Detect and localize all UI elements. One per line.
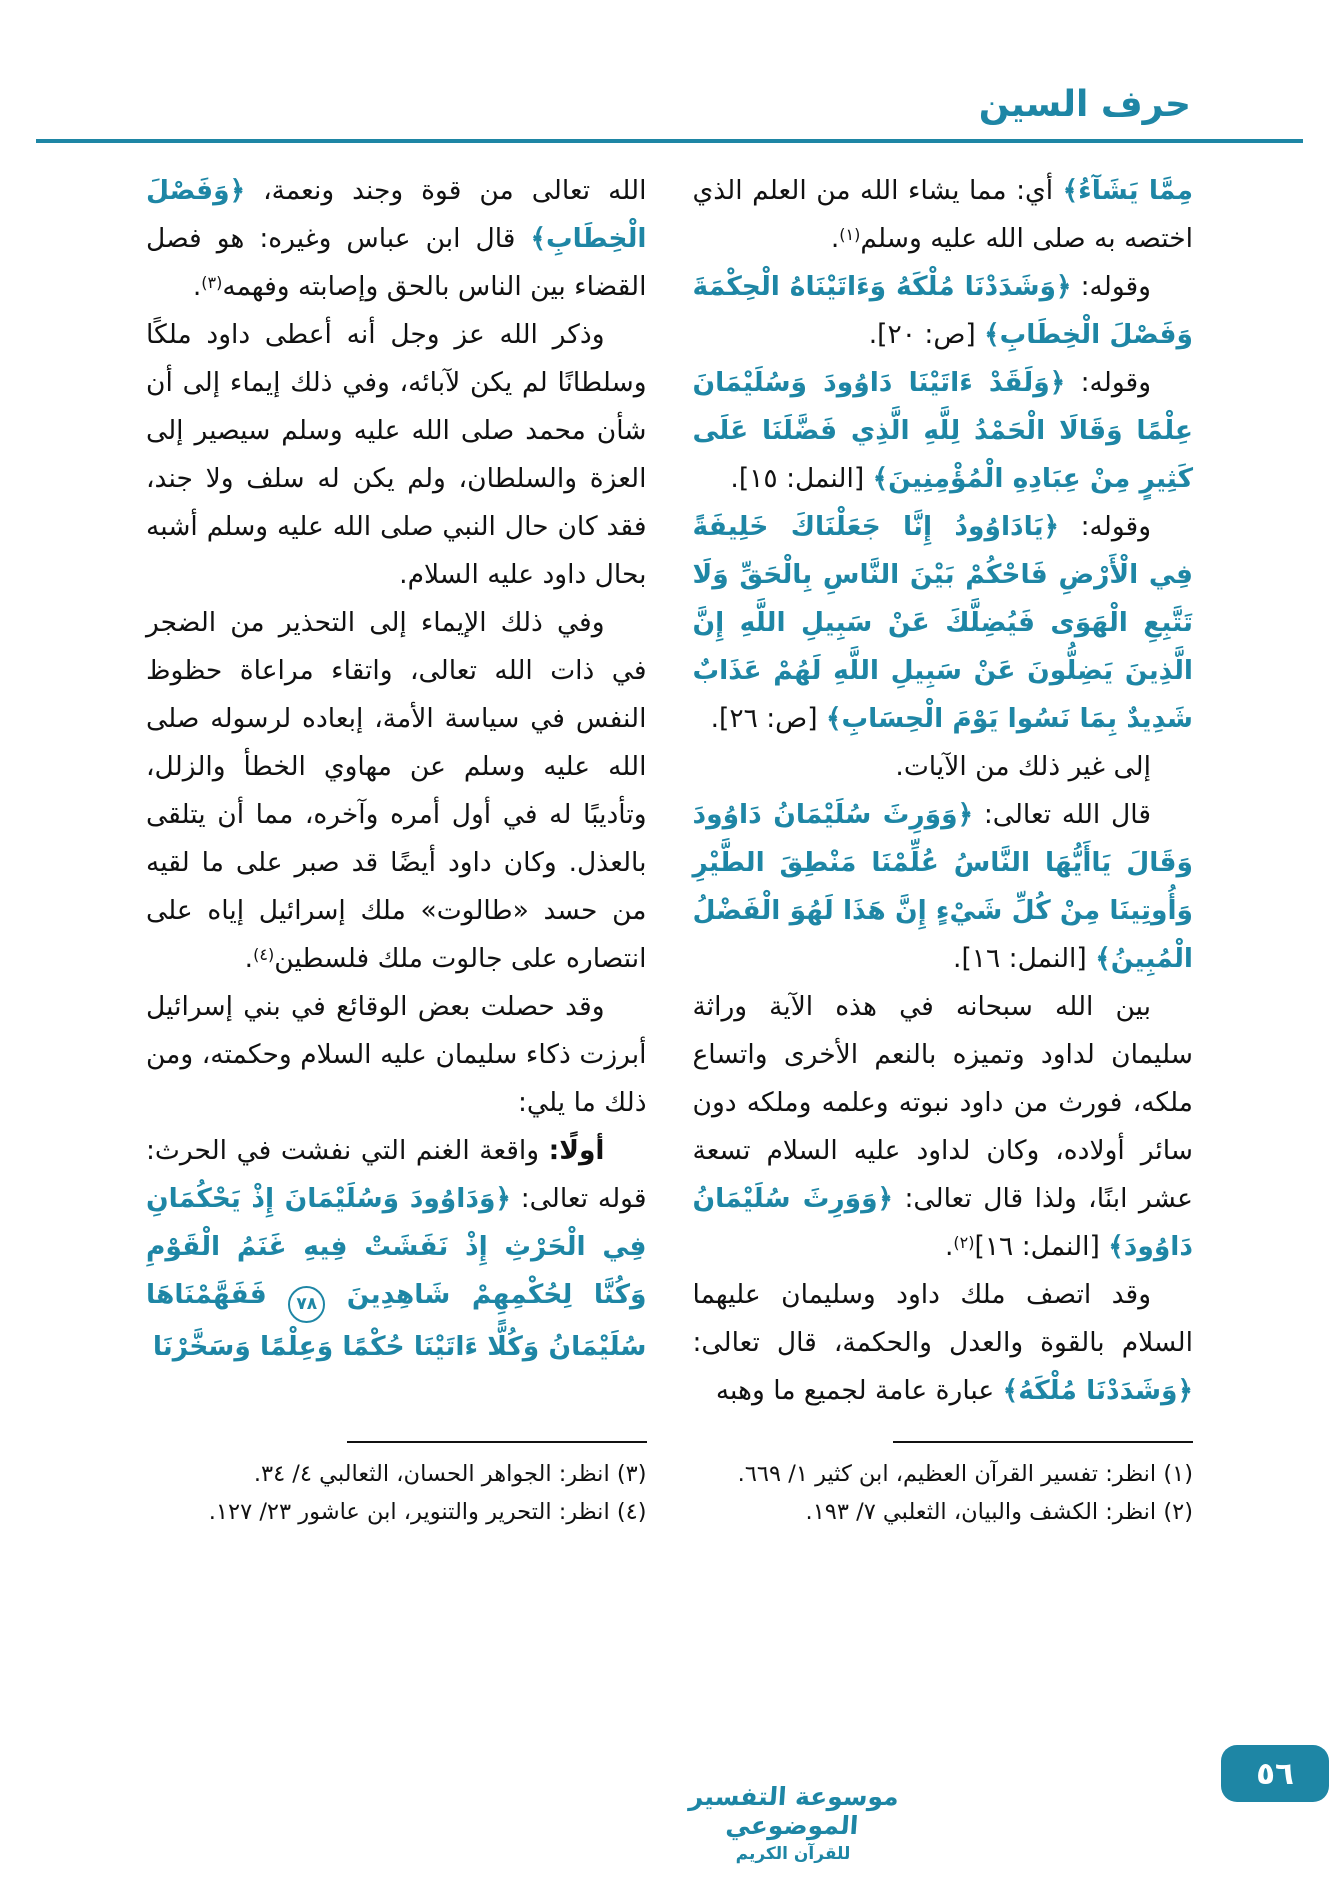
body-text-run: أي: مما يشاء الله من العلم الذي اختصه به صلى الله عليه وسلم: [692, 175, 1193, 254]
paragraph: [693, 167, 1194, 263]
body-text-run: [النمل: ١٦]: [974, 1231, 1109, 1262]
quran-verse: ﴿وَشَدَدْنَا مُلْكَهُ﴾: [1002, 1375, 1193, 1406]
body-text-run: [ص: ٢٦].: [710, 703, 826, 734]
body-text-run: .: [944, 1231, 954, 1262]
quran-verse: ﴿وَوَرِثَ سُلَيْمَانُ دَاوُودَ وَقَالَ يَاأَيُّهَا النَّاسُ عُلِّمْنَا مَنْطِقَ الطَّيْرِ وَأُوتِينَا مِنْ كُلِّ شَيْءٍ إِنَّ هَذَا لَهُوَ الْفَضْلُ الْمُبِينُ﴾: [692, 799, 1193, 974]
body-text-run: وفي ذلك الإيماء إلى التحذير من الضجر في ذات الله تعالى، واتقاء مراعاة حظوظ النفس في سياسة الأمة، إبعاده لرسوله صلى الله عليه وسلم عن مهاوي الخطأ والزلل، وتأديبًا له في أول أمره وآخره، مما أن يتلقى بالعذل. وكان داود أيضًا قد صبر على ما لقيه من حسد «طالوت» ملك إسرائيل إياه على انتصاره على جالوت ملك فلسطين: [146, 607, 647, 974]
body-text-run: [ص: ٢٠].: [868, 319, 985, 350]
paragraph: [146, 599, 647, 983]
paragraph: [693, 263, 1194, 359]
footnote: (٣) انظر: الجواهر الحسان، الثعالبي ٤/ ٣٤.: [253, 1461, 647, 1487]
column-right: [693, 167, 1194, 1415]
paragraph: [693, 1271, 1194, 1415]
body-text-run: إلى غير ذلك من الآيات.: [895, 751, 1151, 782]
content-area: [0, 143, 1339, 1415]
body-text-run: الله تعالى من قوة وجند ونعمة،: [245, 175, 647, 206]
footnote: (١) انظر: تفسير القرآن العظيم، ابن كثير ١/ ٦٦٩.: [737, 1461, 1193, 1487]
paragraph: [693, 983, 1194, 1271]
footnote-marker: (٤): [253, 945, 275, 964]
footnote-marker: (٢): [953, 1233, 975, 1252]
paragraph: [146, 167, 647, 311]
column-left: [146, 167, 647, 1415]
quran-verse: ﴿يَادَاوُودُ إِنَّا جَعَلْنَاكَ خَلِيفَةً فِي الْأَرْضِ فَاحْكُمْ بَيْنَ النَّاسِ بِالْحَقِّ وَلَا تَتَّبِعِ الْهَوَى فَيُضِلَّكَ عَنْ سَبِيلِ اللَّهِ إِنَّ الَّذِينَ يَضِلُّونَ عَنْ سَبِيلِ اللَّهِ لَهُمْ عَذَابٌ شَدِيدٌ بِمَا نَسُوا يَوْمَ الْحِسَابِ﴾: [692, 511, 1193, 734]
body-text-run: [النمل: ١٦].: [953, 943, 1096, 974]
body-text-run: وقوله:: [1059, 511, 1151, 542]
quran-verse: ﴿وَفَصْلَ الْخِطَابِ﴾: [146, 175, 647, 254]
footnote-list-right: [693, 1455, 1194, 1531]
footnote-separator: [347, 1441, 647, 1443]
body-text-run: .: [830, 223, 840, 254]
body-text-run: قال الله تعالى:: [973, 799, 1151, 830]
publisher-logo: [668, 1782, 918, 1864]
ayah-number: ٧٨: [288, 1286, 325, 1323]
logo-text-secondary: للقرآن الكريم: [735, 1844, 851, 1864]
body-text-run: واقعة الغنم التي نفشت في الحرث: قوله تعالى:: [146, 1135, 647, 1214]
paragraph: [693, 359, 1194, 503]
paragraph: [146, 983, 647, 1127]
body-text-run: وذكر الله عز وجل أنه أعطى داود ملكًا وسلطانًا لم يكن لآبائه، وفي ذلك إيماء إلى أن شأن محمد صلى الله عليه وسلم سيصير إلى العزة والسلطان، ولم يكن له سلف ولا جند، فقد كان حال النبي صلى الله عليه وسلم أشبه بحال داود عليه السلام.: [146, 319, 647, 590]
body-text-run: وقد اتصف ملك داود وسليمان عليهما السلام بالقوة والعدل والحكمة، قال تعالى:: [692, 1279, 1193, 1358]
quran-verse: ﴿وَوَرِثَ سُلَيْمَانُ دَاوُودَ﴾: [692, 1183, 1193, 1262]
emphasis-run: أولًا:: [548, 1135, 605, 1166]
footnote-marker: (٣): [201, 273, 223, 292]
body-text-run: .: [244, 943, 254, 974]
body-text-run: بين الله سبحانه في هذه الآية وراثة سليمان لداود وتميزه بالنعم الأخرى واتساع ملكه، فورث من داود نبوته وعلمه وملكه دون سائر أولاده، وكان لداود عليه السلام تسعة عشر ابنًا، ولذا قال تعالى:: [692, 991, 1193, 1214]
footnote: (٢) انظر: الكشف والبيان، الثعلبي ٧/ ١٩٣.: [805, 1499, 1193, 1525]
footnote-marker: (١): [839, 225, 861, 244]
quran-verse: فَفَهَّمْنَاهَا سُلَيْمَانُ وَكُلًّا ءَاتَيْنَا حُكْمًا وَعِلْمًا وَسَخَّرْنَا: [146, 1279, 647, 1362]
body-text-run: .: [192, 271, 202, 302]
footnotes-area: [0, 1415, 1339, 1531]
paragraph: [693, 503, 1194, 743]
body-text-run: عبارة عامة لجميع ما وهبه: [715, 1375, 1003, 1406]
logo-text-primary: موسوعة التفسير الموضوعي: [688, 1782, 900, 1840]
footnote: (٤) انظر: التحرير والتنوير، ابن عاشور ٢٣/ ١٢٧.: [208, 1499, 647, 1525]
quran-verse: ﴿وَشَدَدْنَا مُلْكَهُ وَءَاتَيْنَاهُ الْحِكْمَةَ وَفَصْلَ الْخِطَابِ﴾: [692, 271, 1193, 350]
footnote-column-right: [693, 1441, 1194, 1531]
body-text-run: قال ابن عباس وغيره: هو فصل القضاء بين الناس بالحق وإصابته وفهمه: [146, 223, 647, 302]
footnote-list-left: [146, 1455, 647, 1531]
body-text-run: وقد حصلت بعض الوقائع في بني إسرائيل أبرزت ذكاء سليمان عليه السلام وحكمته، ومن ذلك ما يلي:: [146, 991, 647, 1118]
quran-verse: ﴿وَدَاوُودَ وَسُلَيْمَانَ إِذْ يَحْكُمَانِ فِي الْحَرْثِ إِذْ نَفَشَتْ فِيهِ غَنَمُ الْقَوْمِ وَكُنَّا لِحُكْمِهِمْ شَاهِدِينَ: [146, 1183, 647, 1310]
body-text-run: [النمل: ١٥].: [730, 463, 873, 494]
footnote-separator: [893, 1441, 1193, 1443]
paragraph: [146, 1127, 647, 1371]
footnote-column-left: [146, 1441, 647, 1531]
page-header: [0, 0, 1339, 143]
page-number-badge: ٥٦: [1221, 1745, 1329, 1802]
paragraph: [693, 791, 1194, 983]
body-text-run: وقوله:: [1071, 271, 1151, 302]
paragraph: [146, 311, 647, 599]
chapter-title: حرف السين: [978, 84, 1191, 125]
quran-verse: ﴿وَلَقَدْ ءَاتَيْنَا دَاوُودَ وَسُلَيْمَانَ عِلْمًا وَقَالَا الْحَمْدُ لِلَّهِ الَّذِي فَضَّلَنَا عَلَى كَثِيرٍ مِنْ عِبَادِهِ الْمُؤْمِنِينَ﴾: [692, 367, 1193, 494]
paragraph: [693, 743, 1194, 791]
body-text-run: وقوله:: [1065, 367, 1151, 398]
quran-verse: مِمَّا يَشَآءُ﴾: [1062, 175, 1193, 206]
